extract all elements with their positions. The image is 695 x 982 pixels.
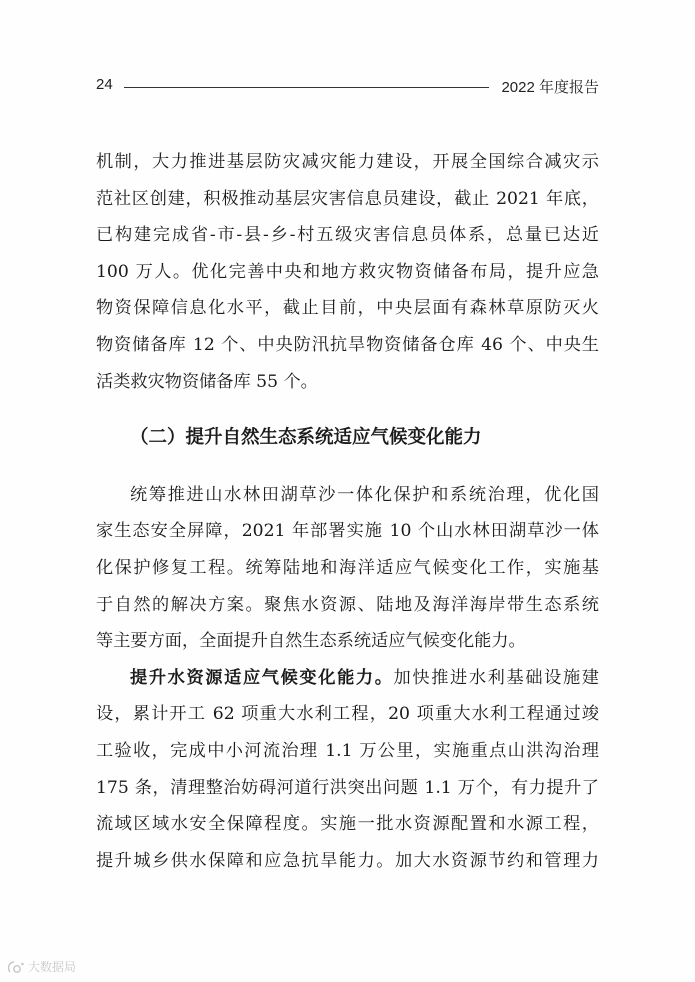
text-line: 提升城乡供水保障和应急抗旱能力。加大水资源节约和管理力 — [96, 850, 599, 871]
paragraph-3 — [96, 660, 599, 880]
text-line: 流域区域水安全保障程度。实施一批水资源配置和水源工程， — [96, 814, 599, 835]
text-line: 物资保障信息化水平，截止目前，中央层面有森林草原防灭火 — [96, 298, 599, 319]
text-line: 机制，大力推进基层防灾减灾能力建设，开展全国综合减灾示 — [96, 152, 599, 172]
report-title: 2022 年度报告 — [501, 79, 599, 96]
header-rule — [124, 87, 489, 88]
text-line: 化保护修复工程。统筹陆地和海洋适应气候变化工作，实施基 — [96, 557, 599, 578]
text-line: 已构建完成省-市-县-乡-村五级灾害信息员体系，总量已达近 — [96, 225, 599, 246]
section-heading: （二）提升自然生态系统适应气候变化能力 — [130, 427, 482, 449]
text-line: 活类救灾物资储备库 55 个。 — [96, 371, 318, 392]
text-line: 100 万人。优化完善中央和地方救灾物资储备布局，提升应急 — [96, 261, 599, 282]
watermark-text: 大数据局 — [28, 960, 77, 974]
text-line: 工验收，完成中小河流治理 1.1 万公里，实施重点山洪沟治理 — [96, 740, 599, 761]
paragraph-lead: 提升水资源适应气候变化能力。 — [130, 667, 394, 688]
text-line: 范社区创建，积极推动基层灾害信息员建设，截止 2021 年底， — [96, 188, 599, 209]
paragraph-2 — [96, 477, 599, 660]
watermark-logo-icon — [6, 960, 26, 974]
text-line: 等主要方面，全面提升自然生态系统适应气候变化能力。 — [96, 631, 526, 652]
page-number: 24 — [96, 76, 113, 93]
text-line-rest: 加快推进水利基础设施建 — [393, 667, 599, 688]
paragraph-1 — [96, 144, 599, 400]
page-body — [96, 144, 599, 879]
text-line: 设，累计开工 62 项重大水利工程，20 项重大水利工程通过竣 — [96, 704, 599, 725]
text-line: 物资储备库 12 个、中央防汛抗旱物资储备仓库 46 个、中央生 — [96, 334, 599, 355]
text-line-first — [96, 660, 599, 697]
text-line: 于自然的解决方案。聚焦水资源、陆地及海洋海岸带生态系统 — [96, 594, 599, 615]
text-line: 统筹推进山水林田湖草沙一体化保护和系统治理，优化国 — [130, 484, 599, 505]
page-header — [96, 74, 599, 98]
text-line: 家生态安全屏障，2021 年部署实施 10 个山水林田湖草沙一体 — [96, 521, 599, 542]
watermark — [6, 958, 76, 975]
text-line: 175 条，清理整治妨碍河道行洪突出问题 1.1 万个，有力提升了 — [96, 777, 599, 798]
